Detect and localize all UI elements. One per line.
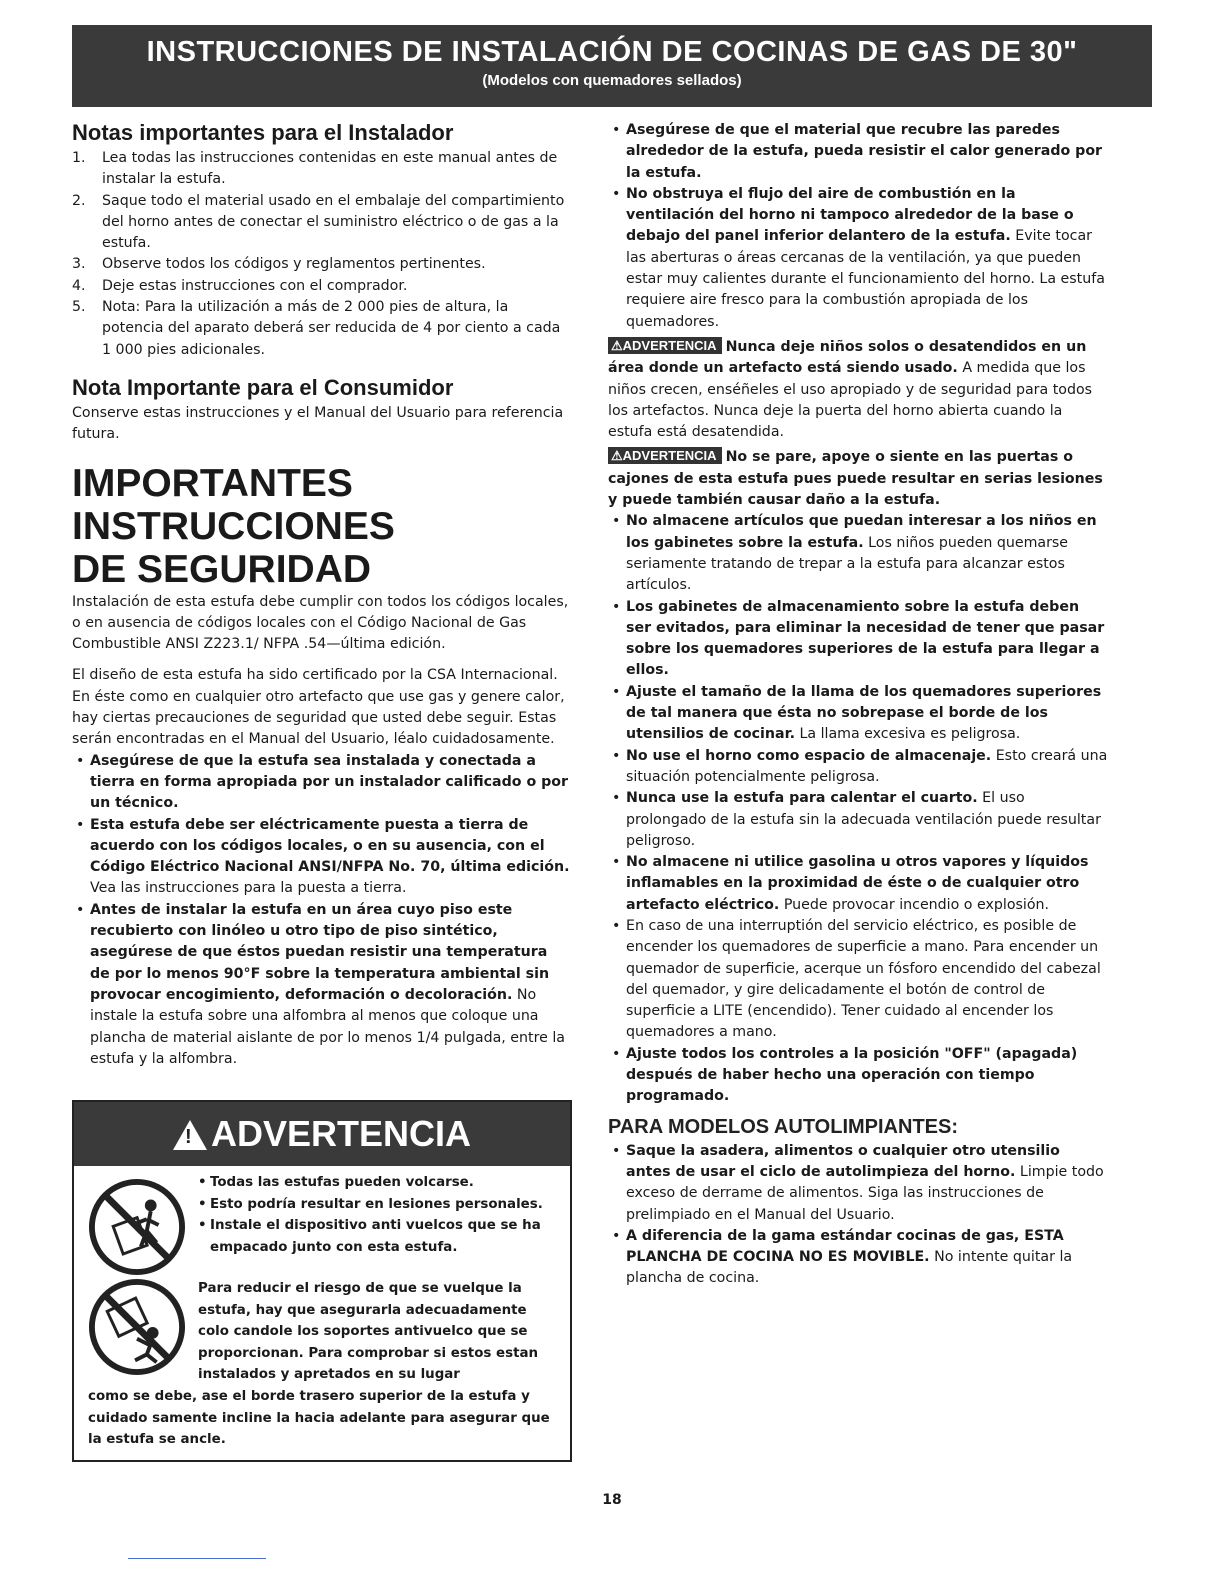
page-subtitle: (Modelos con quemadores sellados) [482, 72, 742, 89]
child-tip-over-prohibited-icon [88, 1278, 186, 1376]
warning-label: ⚠ADVERTENCIA [608, 337, 722, 354]
safety-heading: IMPORTANTES INSTRUCCIONES DE SEGURIDAD [72, 461, 395, 591]
list-item: • Ajuste todos los controles a la posición "OFF" (apagada) después de haber hecho una operación con tiempo programado. [608, 1044, 1108, 1108]
installer-notes-heading: Notas importantes para el Instalador [72, 120, 454, 145]
right-bullets [608, 511, 1108, 1107]
warning-paragraph-2: Para reducir el riesgo de que se vuelque la estufa, hay que asegurarla adecuadamente colo candole los soportes antivuelco que se proporcionan. Para comprobar si estos estan instalados y apretados en su lugar [198, 1281, 539, 1382]
list-item: • No almacene ni utilice gasolina u otros vapores y líquidos inflamables en la proximidad de éste o de cualquier otro artefacto eléctrico. Puede provocar incendio o explosión. [608, 852, 1108, 916]
footer-rule [128, 1558, 266, 1559]
safety-paragraph-2: El diseño de esta estufa ha sido certificado por la CSA Internacional. En éste como en cualquier otro artefacto que use gas y genere calor, hay ciertas precauciones de seguridad que usted debe seguir. Estas serán encontradas en el Manual del Usuario, léalo cuidadosamente. [72, 667, 565, 748]
list-item: • En caso de una interruptión del servicio eléctrico, es posible de encender los quemadores de superficie a mano. Para encender un quemador de superficie, acerque un fósforo encendido del cabezal del quemador, y gire delicadamente el botón de control de superficie a LITE (encendido). Tener cuidado al encender los quemadores a mano. [608, 916, 1108, 1044]
warning-label: ⚠ADVERTENCIA [608, 447, 722, 464]
warning-paragraph-3: como se debe, ase el borde trasero superior de la estufa y cuidado samente incline la hacia adelante para asegurar que la estufa se ancle. [88, 1389, 550, 1447]
self-clean-bullets [608, 1141, 1108, 1290]
right-column [608, 120, 1108, 1290]
list-item: 5. Nota: Para la utilización a más de 2 000 pies de altura, la potencia del aparato deberá ser reducida de 4 por ciento a cada 1 000 pies adicionales. [72, 299, 561, 358]
title-banner [72, 25, 1152, 107]
list-item: • A diferencia de la gama estándar cocinas de gas, ESTA PLANCHA DE COCINA NO ES MOVIBLE. No intente quitar la plancha de cocina. [608, 1226, 1108, 1290]
page-title: INSTRUCCIONES DE INSTALACIÓN DE COCINAS DE GAS DE 30" [146, 36, 1078, 68]
self-clean-heading: PARA MODELOS AUTOLIMPIANTES: [608, 1115, 958, 1138]
warning-children-paragraph: ⚠ADVERTENCIA Nunca deje niños solos o desatendidos en un área donde un artefacto está siendo usado. A medida que los niños crecen, enséñeles el uso apropiado y de seguridad para todos los artefactos. Nunca deje la puerta del horno abierta cuando la estufa está desatendida. [608, 337, 1093, 441]
safety-paragraph-1: Instalación de esta estufa debe cumplir con todos los códigos locales, o en ausencia de códigos locales con el Código Nacional de Gas Combustible ANSI Z223.1/ NFPA .54—última edición. [72, 593, 569, 653]
list-item: 2. Saque todo el material usado en el embalaje del compartimiento del horno antes de conectar el suministro eléctrico o de gas a la estufa. [72, 192, 565, 252]
safety-bullets [72, 751, 572, 1070]
list-item: • Instale el dispositivo anti vuelcos que se ha empacado junto con esta estufa. [198, 1215, 558, 1258]
right-top-bullets [608, 120, 1108, 333]
list-item: • Nunca use la estufa para calentar el cuarto. El uso prolongado de la estufa sin la adecuada ventilación puede resultar peligroso. [608, 788, 1108, 852]
tip-over-warning-box [72, 1100, 572, 1462]
list-item: • Ajuste el tamaño de la llama de los quemadores superiores de tal manera que ésta no sobrepase el borde de los utensilios de cocinar. La llama excesiva es peligrosa. [608, 682, 1108, 746]
warning-triangle-icon: ! [173, 1120, 207, 1150]
list-item: • Los gabinetes de almacenamiento sobre la estufa deben ser evitados, para eliminar la necesidad de tener que pasar sobre los quemadores superiores de la estufa para llegar a ellos. [608, 597, 1108, 682]
list-item: • Asegúrese de que la estufa sea instalada y conectada a tierra en forma apropiada por un instalador calificado o por un técnico. [72, 751, 572, 815]
consumer-note-heading: Nota Importante para el Consumidor [72, 374, 454, 400]
list-item: • No almacene artículos que puedan interesar a los niños en los gabinetes sobre la estufa. Los niños pueden quemarse seriamente tratando de trepar a la estufa para alcanzar estos artículos. [608, 511, 1108, 596]
installer-notes-list [72, 148, 572, 361]
list-item: • No obstruya el flujo del aire de combustión en la ventilación del horno ni tampoco alrededor de la base o debajo del panel inferior delantero de la estufa. Evite tocar las aberturas o áreas cercanas de la ventilación, ya que pueden estar muy calientes durante el funcionamiento del horno. La estufa requiere aire fresco para la combustión apropiada de los quemadores. [608, 184, 1108, 333]
list-item: • Esta estufa debe ser eléctricamente puesta a tierra de acuerdo con los códigos locales, o en su ausencia, con el Código Eléctrico Nacional ANSI/NFPA No. 70, última edición. Vea las instrucciones para la puesta a tierra. [72, 815, 572, 900]
consumer-note-text: Conserve estas instrucciones y el Manual del Usuario para referencia futura. [72, 404, 564, 443]
list-item: 3. Observe todos los códigos y reglamentos pertinentes. [72, 256, 486, 273]
list-item: • Todas las estufas pueden volcarse. [198, 1172, 558, 1194]
list-item: • Antes de instalar la estufa en un área cuyo piso este recubierto con linóleo u otro tipo de piso sintético, asegúrese de que éstos puedan resistir una temperatura de por lo menos 90°F sobre la temperatura ambiental sin provocar encogimiento, deformación o decoloración. No instale la estufa sobre una alfombra al menos que coloque una plancha de material aislante de por lo menos 1/4 pulgada, entre la estufa y la alfombra. [72, 900, 572, 1070]
warning-list [198, 1172, 558, 1258]
warning-doors-paragraph: ⚠ADVERTENCIA No se pare, apoye o siente en las puertas o cajones de esta estufa pues puede resultar en serias lesiones y puede también causar daño a la estufa. [608, 448, 1103, 509]
list-item: • No use el horno como espacio de almacenaje. Esto creará una situación potencialmente peligrosa. [608, 746, 1108, 789]
tip-over-prohibited-icon [88, 1178, 186, 1276]
warning-box-title: ! ADVERTENCIA [74, 1102, 570, 1166]
list-item: 1. Lea todas las instrucciones contenidas en este manual antes de instalar la estufa. [72, 150, 558, 188]
list-item: 4. Deje estas instrucciones con el comprador. [72, 277, 408, 294]
list-item: • Esto podría resultar en lesiones personales. [198, 1194, 558, 1216]
left-column [72, 120, 572, 1070]
list-item: • Asegúrese de que el material que recubre las paredes alrededor de la estufa, pueda resistir el calor generado por la estufa. [608, 120, 1108, 184]
list-item: • Saque la asadera, alimentos o cualquier otro utensilio antes de usar el ciclo de autolimpieza del horno. Limpie todo exceso de derrame de alimentos. Siga las instrucciones de prelimpiado en el Manual del Usuario. [608, 1141, 1108, 1226]
page-number: 18 [602, 1492, 622, 1508]
